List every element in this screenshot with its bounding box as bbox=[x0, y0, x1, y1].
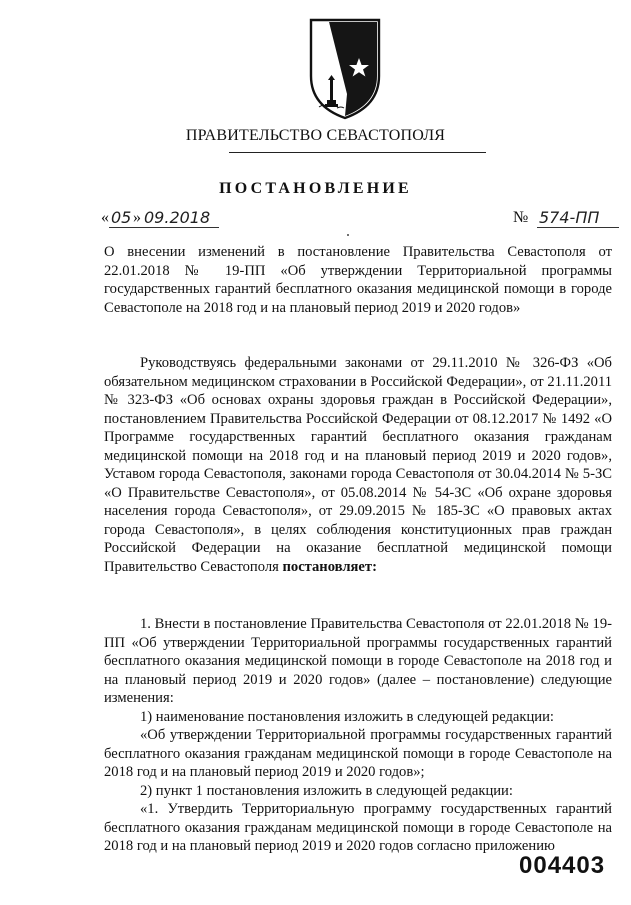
subpoint-1: 1) наименование постановления изложить в следующей редакции: bbox=[140, 708, 554, 725]
sevastopol-coat-of-arms-icon bbox=[299, 14, 389, 122]
preamble bbox=[104, 354, 612, 576]
subject-text: О внесении изменений в постановление Правительства Севастополя от 22.01.2018 № 19-ПП «Об утверждении Территориальной программы государственных гарантий бесплатного оказания медицинской помощи в городе Севастополе на 2018 год и на плановый период 2019 и 2020 годов» bbox=[104, 244, 612, 316]
organization-name: ПРАВИТЕЛЬСТВО СЕВАСТОПОЛЯ bbox=[185, 127, 446, 144]
preamble-text: Руководствуясь федеральными законами от 29.11.2010 № 326-ФЗ «Об обязательном медицинском страховании в Российской Федерации», от 21.11.2011 № 323-ФЗ «Об основах охраны здоровья граждан в Российской Федерации», постановлением Правительства Российской Федерации от 08.12.2017 № 1492 «О Программе государственных гарантий бесплатного оказания гражданам медицинской помощи на 2018 год и на плановый период 2019 и 2020 годов», Уставом города Севастополя, законами города Севастополя от 30.04.2014 № 5-ЗС «О Правительстве Севастополя», от 05.08.2014 № 54-ЗС «Об охране здоровья населения города Севастополя», от 29.09.2015 № 185-ЗС «О правовых актах города Севастополя», в целях соблюдения конституционных прав граждан Российской Федерации на оказание бесплатной медицинской помощи Правительство Севастополя bbox=[104, 355, 612, 575]
decree-word: постановляет: bbox=[282, 558, 377, 575]
date-month-year: 09.2018 bbox=[144, 208, 211, 227]
preamble-paragraph bbox=[104, 354, 612, 576]
header-divider bbox=[229, 152, 486, 153]
serial-number: 004403 bbox=[519, 852, 606, 879]
date-underline bbox=[109, 227, 219, 228]
point-1: 1. Внести в постановление Правительства Севастополя от 22.01.2018 № 19-ПП «Об утверждении Территориальной программы государственных гарантий бесплатного оказания медицинской помощи в городе Севастополе на 2018 год и на плановый период 2019 и 2020 годов» (далее – постановление) следующие изменения: bbox=[104, 616, 612, 706]
date-close-quote: » bbox=[133, 209, 141, 226]
document-number bbox=[513, 207, 613, 229]
document-subject bbox=[104, 243, 612, 317]
date-open-quote: « bbox=[101, 209, 109, 226]
number-underline bbox=[537, 227, 619, 228]
document-date bbox=[101, 207, 221, 229]
number-sign: № bbox=[513, 209, 529, 226]
stray-mark bbox=[347, 234, 349, 236]
decree-points bbox=[104, 615, 612, 856]
document-type: ПОСТАНОВЛЕНИЕ bbox=[219, 180, 412, 197]
new-title-quote: «Об утверждении Территориальной программы государственных гарантий бесплатного оказания гражданам медицинской помощи в городе Севастополе на 2018 год и на плановый период 2019 и 2020 годов»; bbox=[104, 727, 612, 780]
new-point-quote: «1. Утвердить Территориальную программу государственных гарантий бесплатного оказания гражданам медицинской помощи в городе Севастополе на 2018 год и на плановый период 2019 и 2020 годов согласно приложению bbox=[104, 801, 612, 854]
number-value: 574-ПП bbox=[539, 208, 600, 227]
subpoint-2: 2) пункт 1 постановления изложить в следующей редакции: bbox=[140, 782, 513, 799]
date-day: 05 bbox=[111, 208, 132, 227]
